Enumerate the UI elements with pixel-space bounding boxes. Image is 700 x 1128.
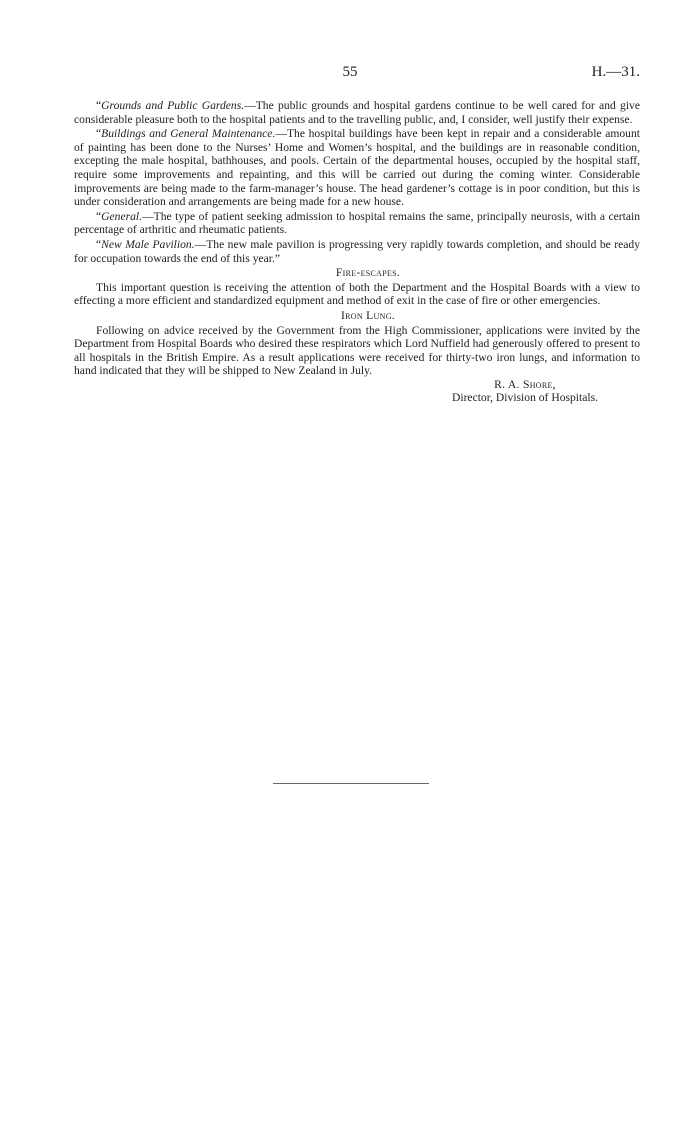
page-number: 55 [342, 64, 358, 80]
paragraph-fire-escapes: This important question is receiving the attention of both the Department and the Hospital Boards with a view to effecting a more efficient and standardized equipment and method of exit in the case of fire or other emergencies. [74, 280, 640, 308]
section-heading-iron-lung: Iron Lung. [341, 308, 395, 322]
paragraph-title: New Male Pavilion. [101, 237, 195, 251]
paragraph-text: —The new male pavilion is progressing very rapidly towards completion, and should be ready for occupation towards the end of this year.” [74, 237, 640, 265]
report-body [74, 99, 640, 405]
open-quote: “ [96, 99, 102, 112]
paragraph-title: Buildings and General Maintenance. [101, 127, 276, 141]
paragraph-title: General. [101, 209, 143, 223]
signatory-title: Director, Division of Hospitals. [451, 391, 599, 405]
paragraph-text: —The hospital buildings have been kept in repair and a considerable amount of painting has been done to the Nurses’ Home and Women’s hospital, and the buildings are in reasonable condition, excepting the male hospital, bathhouses, and pools. Certain of the departmental houses, occupied by the hospital staff, require some improvements and repainting, and this will be carried out during the coming winter. Considerable improvements are being made to the farm-manager’s house. The head gardener’s cottage is in poor condition, but this is under consideration and arrangements are being made for a new house. [74, 127, 640, 209]
paragraph-text: —The type of patient seeking admission to hospital remains the same, principally neurosis, with a certain percentage of arthritic and rheumatic patients. [74, 209, 640, 237]
signature-block [410, 378, 640, 405]
paragraph-title: Grounds and Public Gardens. [101, 99, 245, 112]
paragraph-text: —The public grounds and hospital gardens continue to be well cared for and give considerable pleasure both to the hospital patients and to the travelling public, and, I consider, well justify their expense. [74, 99, 640, 126]
document-reference: H.—31. [591, 64, 640, 80]
paragraph-new-male-pavilion [74, 238, 640, 265]
section-heading-fire-escapes: Fire-escapes. [335, 266, 401, 280]
paragraph-grounds-and-gardens [74, 99, 640, 126]
paragraph-iron-lung: Following on advice received by the Government from the High Commissioner, applications were invited by the Department from Hospital Boards who desired these respirators which Lord Nuffield had generously offered to present to all hospitals in the British Empire. As a result applications were received for thirty-two iron lungs, and information to hand indicated that they will be shipped to New Zealand in July. [74, 323, 640, 378]
open-quote: “ [96, 237, 102, 251]
end-rule-divider [273, 783, 429, 784]
paragraph-buildings-maintenance [74, 127, 640, 209]
paragraph-general [74, 210, 640, 237]
open-quote: “ [96, 127, 102, 141]
open-quote: “ [96, 209, 102, 223]
signatory-name: R. A. Shore, [494, 377, 556, 391]
